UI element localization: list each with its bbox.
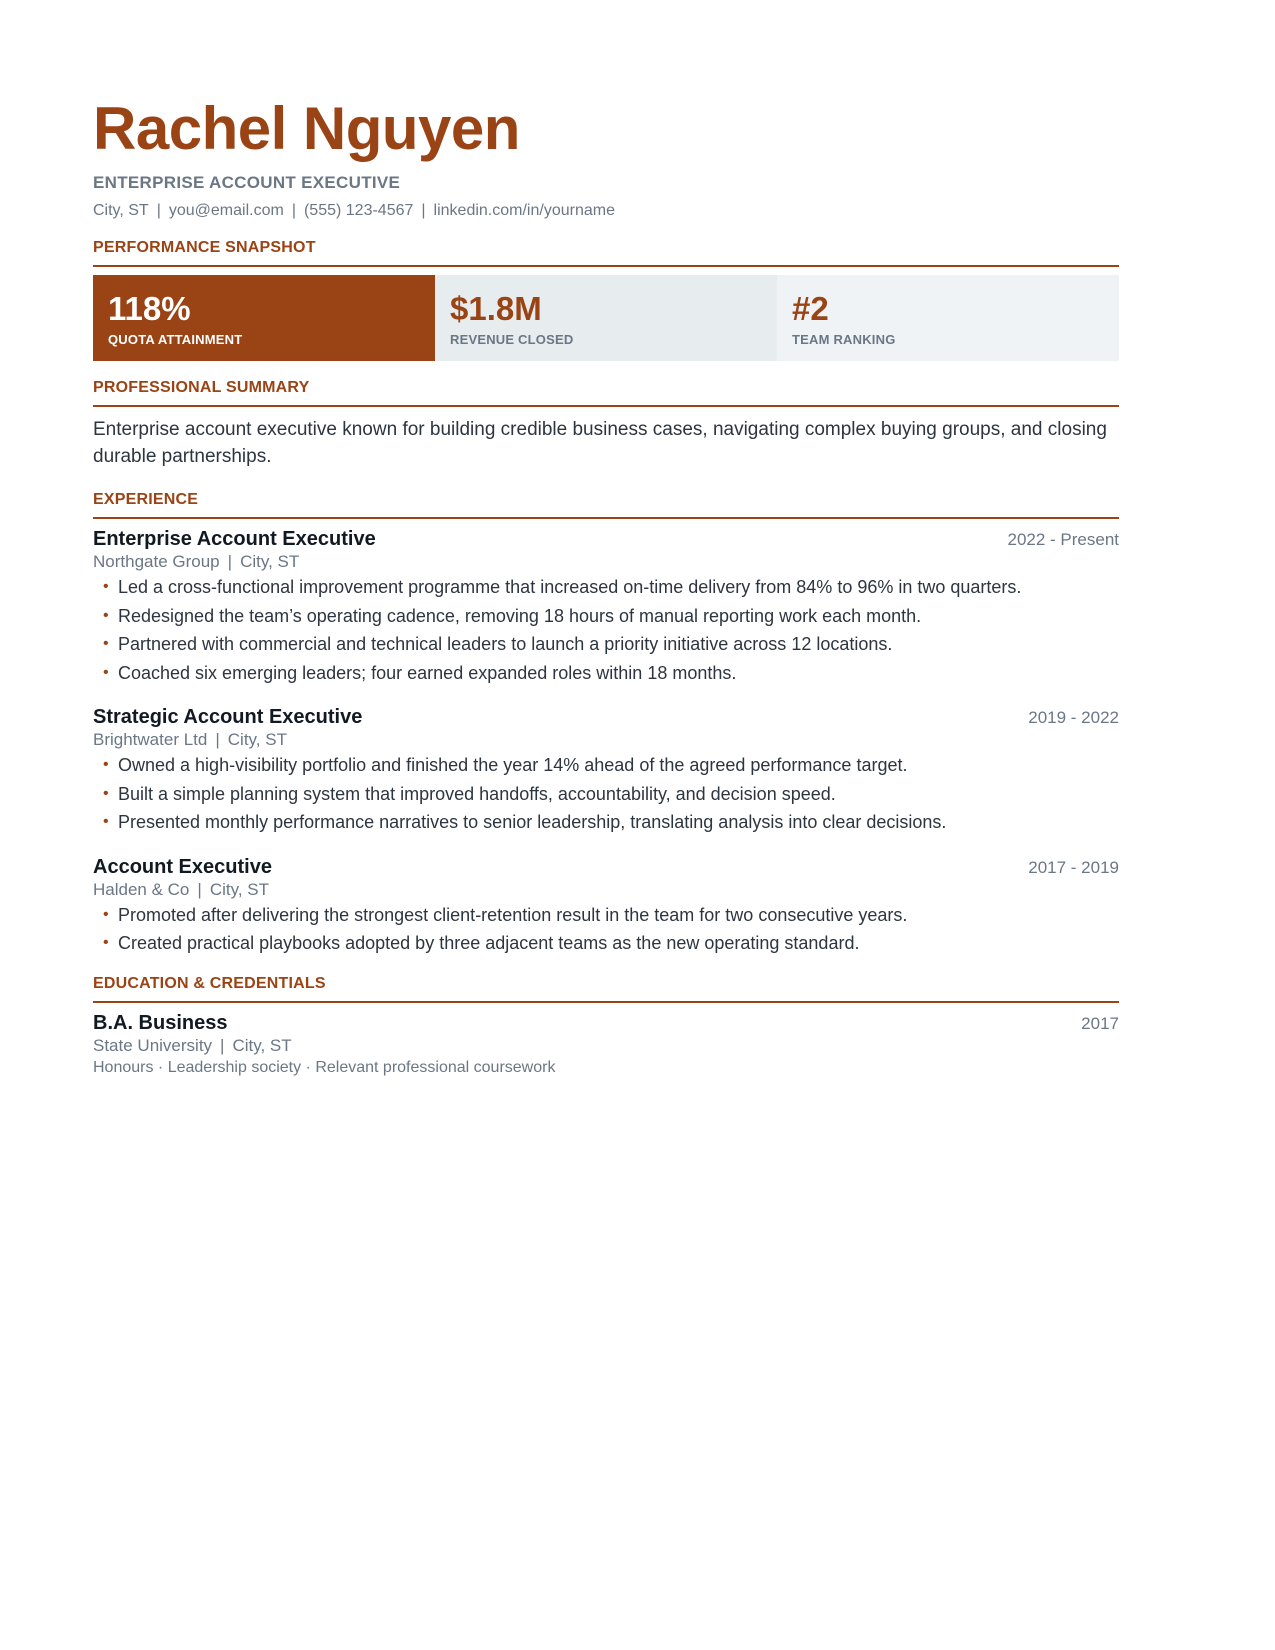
contact-linkedin[interactable]: linkedin.com/in/yourname [433,202,615,219]
stat-value: #2 [792,290,829,327]
bullet-item: • Led a cross-functional improvement programme that increased on-time delivery from 84% to 96% in two quarters. [103,573,1119,602]
education-entry [93,1011,1119,1079]
job-dates: 2017 - 2019 [1028,857,1119,877]
job-location: City, ST [240,552,300,571]
bullet-item: • Owned a high-visibility portfolio and finished the year 14% ahead of the agreed performance target. [103,751,1119,780]
stat-card-revenue [435,275,777,361]
section-heading-summary: PROFESSIONAL SUMMARY [93,378,1119,407]
education-school-line [93,1035,1119,1057]
candidate-title: ENTERPRISE ACCOUNT EXECUTIVE [93,173,401,192]
job-dates: 2019 - 2022 [1028,708,1119,727]
education-school: State University [93,1035,213,1055]
job-location: City, ST [227,730,287,749]
contact-phone[interactable]: (555) 123-4567 [303,202,414,219]
job-company: Halden & Co [93,879,190,899]
job-role: Account Executive [93,855,272,878]
section-heading-experience: EXPERIENCE [93,490,1119,519]
section-heading-education: EDUCATION & CREDENTIALS [93,974,1119,1003]
job-company-line [93,551,1119,573]
job-role: Strategic Account Executive [93,706,363,728]
job-role: Enterprise Account Executive [93,528,376,550]
bullet-item: • Promoted after delivering the strongest client-retention result in the team for two consecutive years. [103,901,1119,930]
bullet-item: • Created practical playbooks adopted by three adjacent teams as the new operating standard. [103,929,1119,958]
job-company-line [93,879,1119,901]
contact-location: City, ST [93,202,149,219]
job-location: City, ST [209,879,269,899]
job-entry [93,527,1119,687]
stat-label: TEAM RANKING [792,332,896,347]
bullet-item: • Partnered with commercial and technical leaders to launch a priority initiative across 12 locations. [103,630,1119,659]
education-location: City, ST [232,1035,292,1055]
job-bullets [93,573,1119,687]
bullet-item: • Coached six emerging leaders; four earned expanded roles within 18 months. [103,659,1119,688]
job-company-line [93,729,1119,751]
stat-card-ranking [777,275,1119,361]
contact-line [93,201,1119,221]
job-entry [93,705,1119,837]
section-heading-snapshot: PERFORMANCE SNAPSHOT [93,238,1119,267]
job-company: Northgate Group [93,552,220,571]
bullet-item: • Redesigned the team’s operating cadence, removing 18 hours of manual reporting work each month. [103,602,1119,631]
company-separator: | [227,552,233,571]
bullet-item: • Built a simple planning system that improved handoffs, accountability, and decision speed. [103,780,1119,809]
contact-email[interactable]: you@email.com [168,202,284,219]
school-separator: | [220,1035,225,1055]
stat-label: REVENUE CLOSED [450,332,574,347]
candidate-name: Rachel Nguyen [93,95,520,162]
stat-card-quota [93,275,435,361]
stat-label: QUOTA ATTAINMENT [108,332,243,347]
contact-separator: | [421,202,426,219]
summary-text: Enterprise account executive known for building credible business cases, navigating complex buying groups, and closing durable partnerships. [93,419,1107,467]
contact-separator: | [291,202,296,219]
company-separator: | [197,879,202,899]
stat-value: 118% [108,290,191,327]
company-separator: | [215,730,220,749]
job-entry [93,855,1119,958]
job-bullets [93,901,1119,958]
job-company: Brightwater Ltd [93,730,208,749]
education-degree: B.A. Business [93,1011,228,1034]
bullet-item: • Presented monthly performance narratives to senior leadership, translating analysis into clear decisions. [103,808,1119,837]
education-notes: Honours · Leadership society · Relevant professional coursework [93,1058,556,1076]
stat-value: $1.8M [450,290,542,327]
job-dates: 2022 - Present [1007,530,1119,549]
job-bullets [93,751,1119,837]
education-year: 2017 [1081,1013,1119,1033]
performance-stats [93,275,1119,361]
contact-separator: | [156,202,161,219]
